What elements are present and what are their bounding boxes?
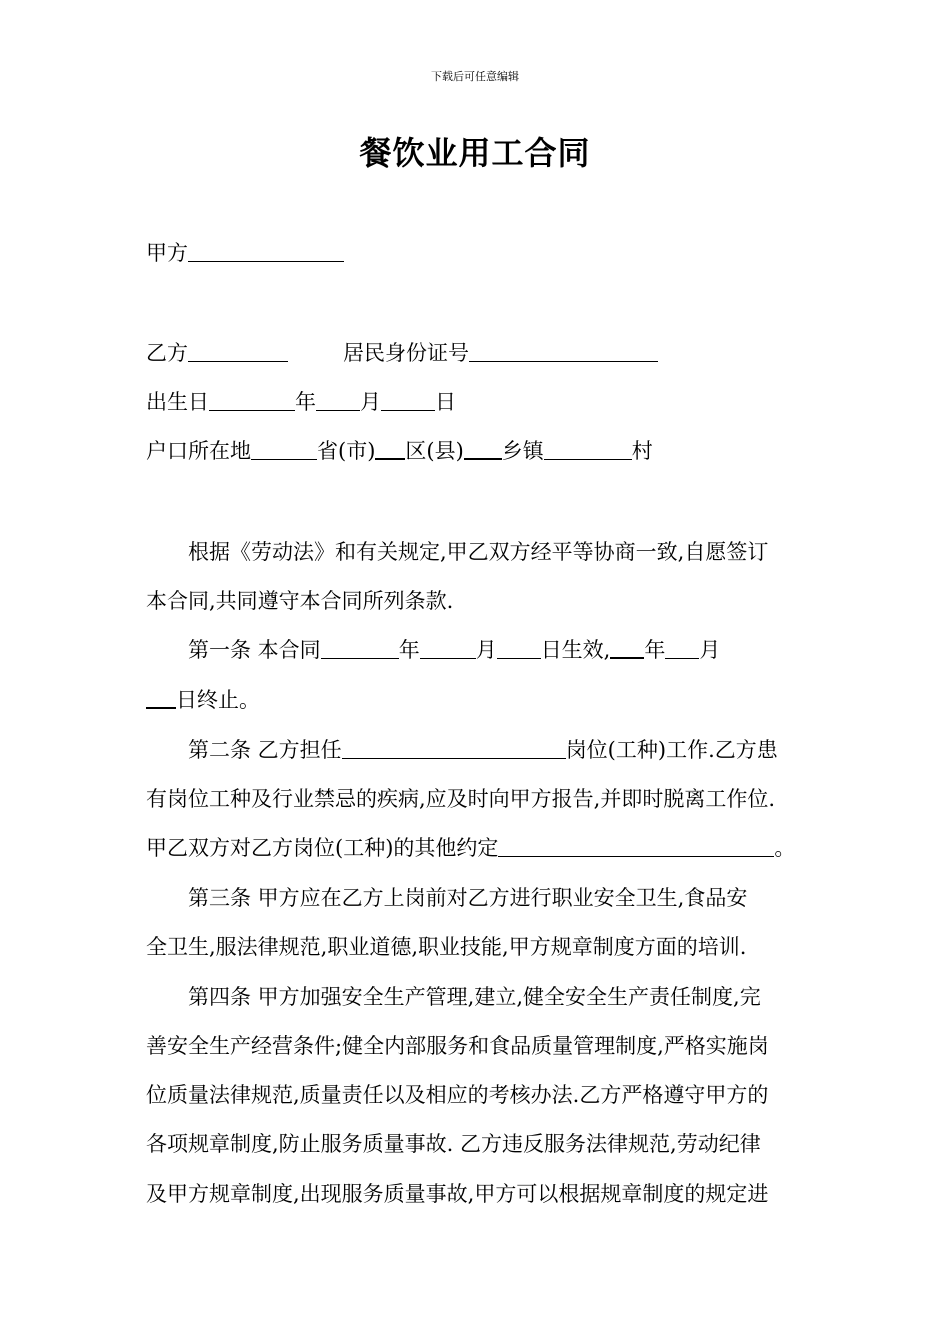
party-b-line bbox=[146, 337, 658, 367]
id-number-blank[interactable] bbox=[469, 341, 658, 362]
article-4-line-3: 位质量法律规范,质量责任以及相应的考核办法.乙方严格遵守甲方的 bbox=[146, 1083, 769, 1107]
article-2-end: 。 bbox=[774, 836, 796, 860]
article-2-line-3 bbox=[146, 832, 795, 862]
start-month-label: 月 bbox=[475, 638, 497, 662]
village-label: 村 bbox=[631, 439, 653, 463]
district-blank[interactable] bbox=[375, 438, 405, 460]
birth-day-blank[interactable] bbox=[381, 390, 435, 411]
end-day-blank[interactable] bbox=[146, 687, 176, 709]
article-2-other-label: 甲乙双方对乙方岗位(工种)的其他约定 bbox=[146, 836, 499, 860]
intro-line-2: 本合同,共同遵守本合同所列条款. bbox=[146, 589, 454, 613]
other-agreement-blank[interactable] bbox=[498, 836, 774, 857]
town-label: 乡镇 bbox=[501, 439, 544, 463]
article-3-line-1: 第三条 甲方应在乙方上岗前对乙方进行职业安全卫生,食品安 bbox=[188, 886, 748, 910]
id-number-label: 居民身份证号 bbox=[343, 341, 469, 365]
post-blank[interactable] bbox=[342, 738, 566, 759]
district-label: 区(县) bbox=[405, 439, 464, 463]
end-year-blank[interactable] bbox=[610, 637, 644, 659]
birth-month-label: 月 bbox=[360, 390, 381, 414]
birth-year-blank[interactable] bbox=[209, 390, 295, 411]
party-b-label: 乙方 bbox=[146, 341, 188, 365]
article-3-line-2: 全卫生,服法律规范,职业道德,职业技能,甲方规章制度方面的培训. bbox=[146, 935, 747, 959]
article-4-line-5: 及甲方规章制度,出现服务质量事故,甲方可以根据规章制度的规定进 bbox=[146, 1182, 769, 1206]
article-2-line-1 bbox=[188, 734, 778, 764]
article-4-line-1: 第四条 甲方加强安全生产管理,建立,健全安全生产责任制度,完 bbox=[188, 985, 761, 1009]
birth-day-label: 日 bbox=[435, 390, 456, 414]
start-day-blank[interactable] bbox=[497, 638, 541, 659]
article-1-line-2 bbox=[146, 684, 260, 714]
birth-month-blank[interactable] bbox=[316, 390, 360, 411]
party-a-label: 甲方 bbox=[146, 241, 188, 265]
end-day-label: 日终止。 bbox=[176, 688, 260, 712]
hukou-line bbox=[146, 435, 653, 465]
village-blank[interactable] bbox=[544, 439, 632, 460]
birth-line bbox=[146, 386, 456, 416]
birth-label: 出生日 bbox=[146, 390, 209, 414]
article-2-line-2: 有岗位工种及行业禁忌的疾病,应及时向甲方报告,并即时脱离工作位. bbox=[146, 787, 776, 811]
header-note: 下载后可任意编辑 bbox=[431, 70, 519, 83]
end-year-label: 年 bbox=[644, 638, 666, 662]
birth-year-label: 年 bbox=[295, 390, 316, 414]
start-year-label: 年 bbox=[398, 638, 420, 662]
start-year-blank[interactable] bbox=[321, 638, 399, 659]
document-title: 餐饮业用工合同 bbox=[359, 134, 591, 172]
province-label: 省(市) bbox=[317, 439, 376, 463]
intro-line-1: 根据《劳动法》和有关规定,甲乙双方经平等协商一致,自愿签订 bbox=[188, 540, 769, 564]
article-4-line-2: 善安全生产经营条件;健全内部服务和食品质量管理制度,严格实施岗 bbox=[146, 1034, 769, 1058]
party-a-blank[interactable] bbox=[188, 241, 344, 262]
party-b-blank[interactable] bbox=[188, 341, 288, 362]
start-day-label: 日生效, bbox=[540, 638, 611, 662]
hukou-label: 户口所在地 bbox=[146, 439, 251, 463]
article-2-lead: 第二条 乙方担任 bbox=[188, 738, 342, 762]
article-1-lead: 第一条 本合同 bbox=[188, 638, 321, 662]
party-a-line bbox=[146, 237, 344, 267]
article-1-line-1 bbox=[188, 634, 720, 664]
article-2-post: 岗位(工种)工作.乙方患 bbox=[565, 738, 778, 762]
town-blank[interactable] bbox=[464, 438, 502, 460]
end-month-label: 月 bbox=[699, 638, 721, 662]
article-4-line-4: 各项规章制度,防止服务质量事故. 乙方违反服务法律规范,劳动纪律 bbox=[146, 1132, 761, 1156]
end-month-blank[interactable] bbox=[665, 638, 699, 659]
province-blank[interactable] bbox=[251, 439, 317, 460]
start-month-blank[interactable] bbox=[420, 638, 476, 659]
